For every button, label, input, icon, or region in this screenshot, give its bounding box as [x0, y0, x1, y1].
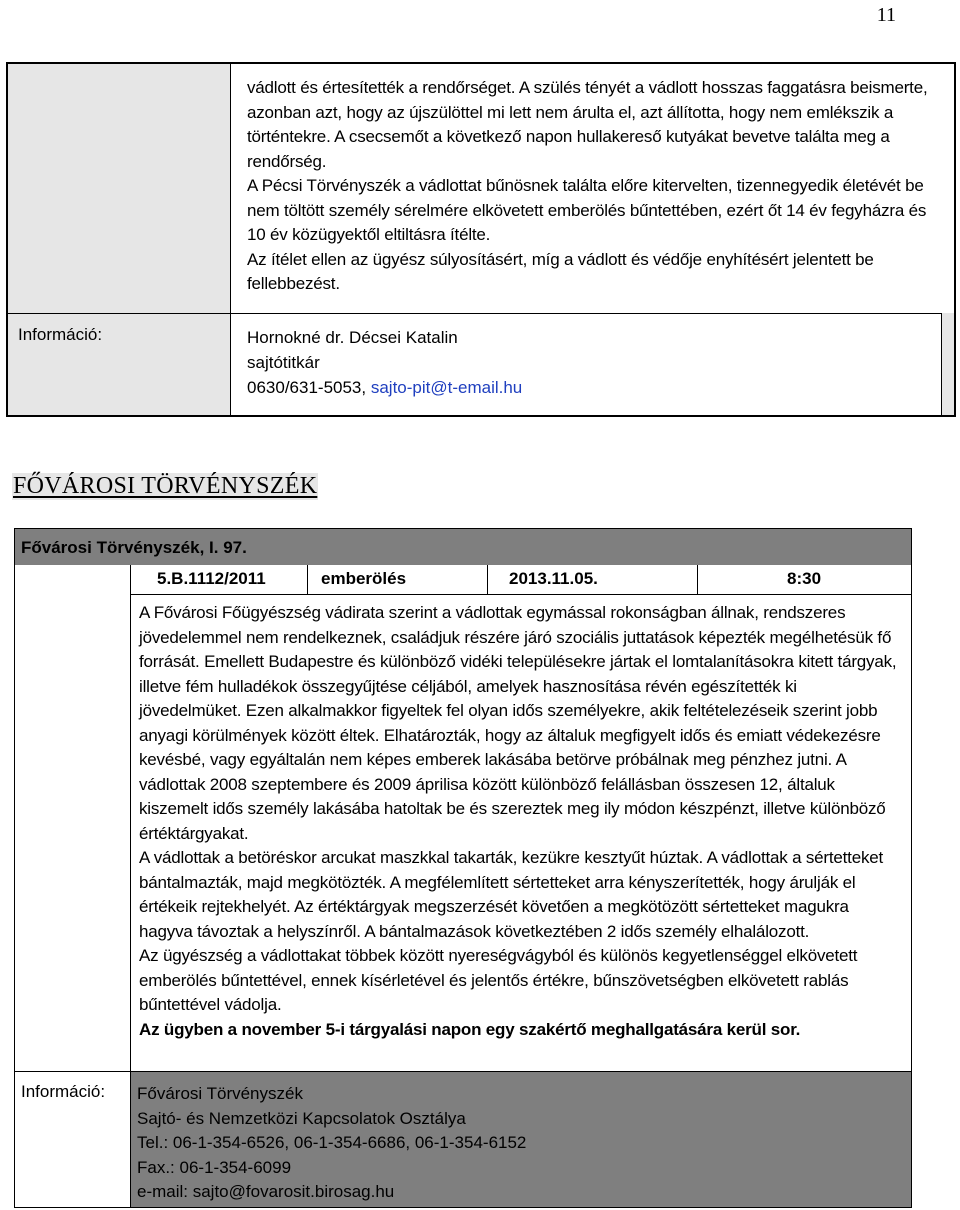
contact-tel: Tel.: 06-1-354-6526, 06-1-354-6686, 06-1-354-6152 [137, 1133, 527, 1152]
contact-fax: Fax.: 06-1-354-6099 [137, 1157, 292, 1177]
case-info-row [131, 565, 911, 595]
court-header [15, 529, 911, 565]
info-row [15, 1071, 911, 1207]
contact-cell [231, 313, 954, 415]
case-description-cell [231, 64, 954, 313]
contact-block [137, 1082, 526, 1205]
cell-divider [487, 565, 488, 594]
description-paragraph: A Fővárosi Főügyészség vádirata szerint a vádlottak egymással rokonságban állnak, rendszeres jövedelemmel nem rendelkeznek, családjuk részére járó szociális juttatások képezték megélhetésük fő forrását. Emellett Budapestre és különböző vidéki településekre jártak el lomtalanításokra kitett tárgyak, illetve fém hulladékok összegyűjtése céljából, amelyek hasznosítása révén egészítették ki jövedelmüket. Ezen alkalmakkor figyeltek fel olyan idős személyekre, akik feltételezéseik szerint jobb anyagi körülmények között éltek. Elhatározták, hogy az általuk megfigyelt idős és emiatt védekezésre kevésbé, vagy egyáltalán nem képes emberek lakásába betörve próbálnak meg pénzhez jutni. A vádlottak 2008 szeptembere és 2009 áprilisa között különböző felállásban összesen 12, általuk kiszemelt idős személy lakásába hatoltak be és szereztek meg ily módon készpénzt, illetve különböző értéktárgyakat. [139, 603, 897, 843]
case-description [139, 601, 899, 1042]
info-label: Információ: [18, 325, 103, 344]
description-paragraph: vádlott és értesítették a rendőrséget. A szülés tényét a vádlott hosszas faggatásra beismerte, azonban azt, hogy az újszülöttel mi lett nem árulta el, azt állította, hogy nem emlékszik a történtekre. A csecsemőt a következő napon hullakereső kutyákat bevetve találta meg a rendőrség. [247, 78, 928, 171]
description-paragraph: A Pécsi Törvényszék a vádlottat bűnösnek találta előre kitervelten, tizennegyedik életévét be nem töltött személy sérelmére elkövetett emberölés bűntettében, ezért őt 14 év fegyházra és 10 év közügyektől eltiltásra ítélte. [247, 176, 927, 244]
contact-email-link[interactable]: sajto-pit@t-email.hu [370, 378, 523, 397]
info-contact-cell [131, 1072, 911, 1207]
section-heading: FŐVÁROSI TÖRVÉNYSZÉK [13, 473, 318, 499]
info-label: Információ: [21, 1082, 106, 1101]
description-paragraph: Az ítélet ellen az ügyész súlyosításért, míg a vádlott és védője enyhítésért jelentett be fellebbezést. [247, 249, 874, 293]
description-paragraph: A vádlottak a betöréskor arcukat maszkkal takarták, kezükre kesztyűt húztak. A vádlottak a sértetteket bántalmazták, majd megkötözték. A megfélemlített sértetteket arra kényszerítették, hogy árulják el értékeik rejtekhelyét. Az értéktárgyak megszerzését követően a megkötözött sértetteket magukra hagyva távoztak a helyszínről. A bántalmazások következtében 2 idős személy elhalálozott. [139, 848, 884, 941]
contact-block [247, 325, 522, 400]
contact-title: sajtótitkár [247, 353, 320, 372]
info-label-cell [15, 1072, 131, 1207]
case-table-pecs [6, 62, 956, 417]
contact-org: Fővárosi Törvényszék [137, 1084, 303, 1103]
hearing-date: 2013.11.05. [509, 569, 598, 588]
contact-dept: Sajtó- és Nemzetközi Kapcsolatok Osztálya [137, 1108, 466, 1128]
case-number: 5.B.1112/2011 [157, 569, 266, 588]
right-shaded-strip [941, 313, 954, 415]
case-description [247, 76, 947, 297]
contact-phone: 0630/631-5053, [247, 378, 371, 397]
description-paragraph: Az ügyészség a vádlottakat többek között nyereségvágyból és különös kegyetlenséggel elkövetett emberölés bűntettével, ennek kísérletével és jelentős értékre, bűnszövetségben elkövetett rablás bűntettével vádolja. [139, 946, 858, 1014]
contact-email[interactable]: e-mail: sajto@fovarosit.birosag.hu [137, 1182, 395, 1201]
court-room: Fővárosi Törvényszék, I. 97. [21, 538, 247, 557]
hearing-time: 8:30 [787, 569, 822, 588]
contact-line [247, 375, 522, 400]
cell-divider [307, 565, 308, 594]
hearing-highlight: Az ügyben a november 5-i tárgyalási napon egy szakértő meghallgatására kerül sor. [139, 1019, 801, 1039]
info-label-cell [8, 313, 231, 415]
contact-name: Hornokné dr. Décsei Katalin [247, 328, 458, 347]
page-number: 11 [876, 4, 896, 26]
cell-divider [697, 565, 698, 594]
label-cell-empty [8, 64, 231, 313]
case-charge: emberölés [321, 569, 407, 588]
case-table-budapest [14, 528, 912, 1208]
